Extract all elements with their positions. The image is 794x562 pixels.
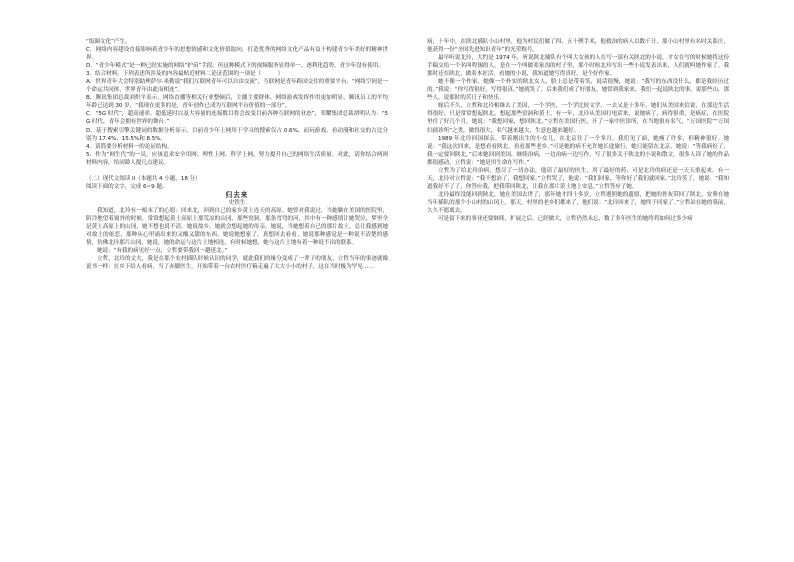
indented-paragraph: 立哲，北玲的丈夫，我是在那个农村插队时候认识的同学，就此我们的缘分变成了一辈子的朋友，立哲当年的事迹就像说书一样：在乡下给人看病，当了赤脚医生，开始带着一台农村医疗箱走遍了大大小小的村子，这在当时极为罕见…… — [86, 256, 388, 271]
right-column — [427, 38, 729, 223]
article-title: 归去来 — [225, 190, 249, 199]
paragraph: A．世界青年大会特别助理萨尔·米勒说“我们互联网青年可以自由交流”，互联网是青年跨国交往的重要平台，“网络空间是一个命运共同体，世界青年由此而相连”。 — [86, 79, 388, 94]
paragraph: C．“5G 时代”，超高速率、超低延时以及大容量的连接数目将会改变目前各种互联网的业态”，荣耀集团总裁胡明认为：“5G 时代，青年会拥有世界的舞台。” — [86, 111, 388, 126]
indented-paragraph: 北玲最终没能回到陕北，她在美国去世了，那年她才四十多岁。立哲遵照她的遗愿，把她的骨灰带回了陕北，安葬在她当年插队的那个小山村的山冈上。那天，村里的老乡们都来了，他们说：“北玲回来了，她终于回家了。”立哲站在她的墓前，久久不愿离去。 — [427, 191, 729, 214]
indented-paragraph: 1989 年北玲回国探亲，带着刚出生的小女儿，在北京住了一个多月，我们见了面，她瘦了许多，但精神很好。她说：“我这次回来，是想看看陕北，看看那些老乡。”可是她的病不允许她长途旅行，她只能留在北京。她说：“等我病好了，我一定要回陕北。”后来她回到美国，继续治病，一边治病一边写作，写了很多关于陕北的小说和散文，很多人读了她的作品都很感动。立哲说：“她是用生命在写作。” — [427, 135, 729, 166]
section-heading: （二）现代文阅读 II（本题共 4 小题，18 分） — [86, 175, 201, 182]
paragraph: 病，十年中，在陕北插队小山村里，他为村民们做了四、五十例手术，他救治的病人以数千计，那小山村里有名时关系庄，他获得一份“全国先进知识青年”的光荣称号。 — [427, 39, 729, 54]
section-spacer — [86, 167, 388, 175]
left-column — [86, 38, 388, 271]
paragraph: 4．请简要分析材料一的论证结构。 — [86, 143, 173, 150]
indented-paragraph: 可是留下来的事业还要继续，扩展之后，已经做大，立哲仍然未忘，数了多年医生的她终将如何过多少病 — [438, 216, 693, 223]
indented-paragraph: 她说：“有我的病见好一点，立哲要带我回一趟延北。” — [97, 248, 228, 255]
paragraph: D．“青少年模式”是一种已经实施的网络“护苗”手段，但这种模式下的视频服务显得单一、逐利化趋势，青少年没有使用。 — [86, 63, 384, 70]
paragraph: 5．作为“网生代”的一员，应该追求安全用网、理性上网、科学上网，努力提升自己的网络生活质量。对此，请你结合两则材料内容，给同龄人提几点建议。 — [86, 151, 388, 166]
paragraph: 3．结合材料，下列表述所涉及的内容最贴近材料二论证范围的一项是（ ） — [86, 71, 284, 78]
paragraph: 阅读下面的文字，完成 6~9 题。 — [86, 183, 168, 190]
indented-paragraph: 嫁后不久，立哲和北玲相继去了美国，一个学医，一个学比较文学，一去又是十多年。她们从美国来信说，在那边生活得很好，只是常常想起陕北，想起那些窑洞和黄土。有一年，北玲从美国打电话来，说她病了，病得很重，是癌症，在医院里住了好几个月。她说：“我想回家，想回陕北。”立哲在美国行医，开了一家中医诊所，在当地很有名气，“万国医院”“万国妇孺诊所”之类，做得很大，名气越来越大，生意也越来越好。 — [427, 103, 729, 134]
paragraph: D．基于搜索引擎关键词的数据分析显示，目前青少年上网用于学习的搜索仅占 0.6%，而玩游戏、看动漫和社交的占比分别为 17.4%、15.5%和 8.5%。 — [86, 127, 388, 142]
paragraph: “饭圈文化”产生。 — [86, 39, 131, 45]
article-author: 史铁生 — [228, 199, 246, 206]
indented-paragraph: 她不像一个作家，她像一个朴实的陕北女人，脸上总是带着笑，说话很慢，她说：“我写的东西没什么，都是我经历过的。”我说：“你写得很好，写得很真。”她就笑了。后来我们成了好朋友，她常到我家来，我们一起说陕北的事，说那些山，那些人，说那时的苦日子和快乐。 — [427, 79, 729, 102]
indented-paragraph: 我知道，北玲有一根末了的心愿：回来北，回到自己的家乡黄土连天的高原。她曾对我说过，当她躺在美国的医院里，阴冷地望着窗外的时候，常常想起黄土高原上那荒凉的山冈、那些窑洞、那条弯弯的河，其中有一种感情让她哭泣，梦里全是黄土高原上的山冈，她不想也说不清，她说故乡，她就会想起她的母亲。她说，当她想着自己的那片故土，总让我感到她对故土的依恋，那种从心里涌出来的又酸又甜的东西，她说她想家了，真想回去看看。她说那种感觉是一种说不清楚的感情，仿佛北玲那片山冈，她说，她的命运与这片土地相连，有时候她想，她与这片土地有着一种说不出的联系。 — [86, 207, 388, 247]
indented-paragraph: 最早听说北玲，大约是 1974 年，听说陕北插队有个叫大女孩的人在写一部有关陕北的小说，才女在写的时候她将这份手稿交给一个名叫程锡的人，是在一个叫做邓家沟的村子里，那个时候北玲写出一些小说发表出来，人们就叫她作家了。我那时还在陕北，做着木匠活，看她的小说，我知道她写得真好，是个好作家。 — [427, 55, 729, 78]
paragraph: B．腾讯集团总裁刘炽平表示，网络直播等相关行业整顿后，主播主要群体、网络游戏发挥作用更加明显，腾讯员工的平均年龄已达到 30 岁，“我现在更多的是，青年创作已成为互联网平台价值的一部分”。 — [86, 95, 388, 110]
indented-paragraph: 立哲为了给北玲治病，想尽了一切办法，他请了最好的医生，用了最好的药，可是北玲的病还是一天天重起来。有一天，北玲对立哲说：“我不想治了，我想回家。”立哲哭了，他说：“我们回家，等你好了我们就回家。”北玲笑了，她说：“我知道我好不了了，你答应我，把我带回陕北，让我在那片黄土地上安息。”立哲答应了她。 — [427, 167, 729, 190]
paragraph: C．网络内容建设直接影响着青少年的思想情感和文化价值取向，打造优秀的网络文化产品有益于构建青少年美好的精神世界。 — [86, 47, 388, 62]
